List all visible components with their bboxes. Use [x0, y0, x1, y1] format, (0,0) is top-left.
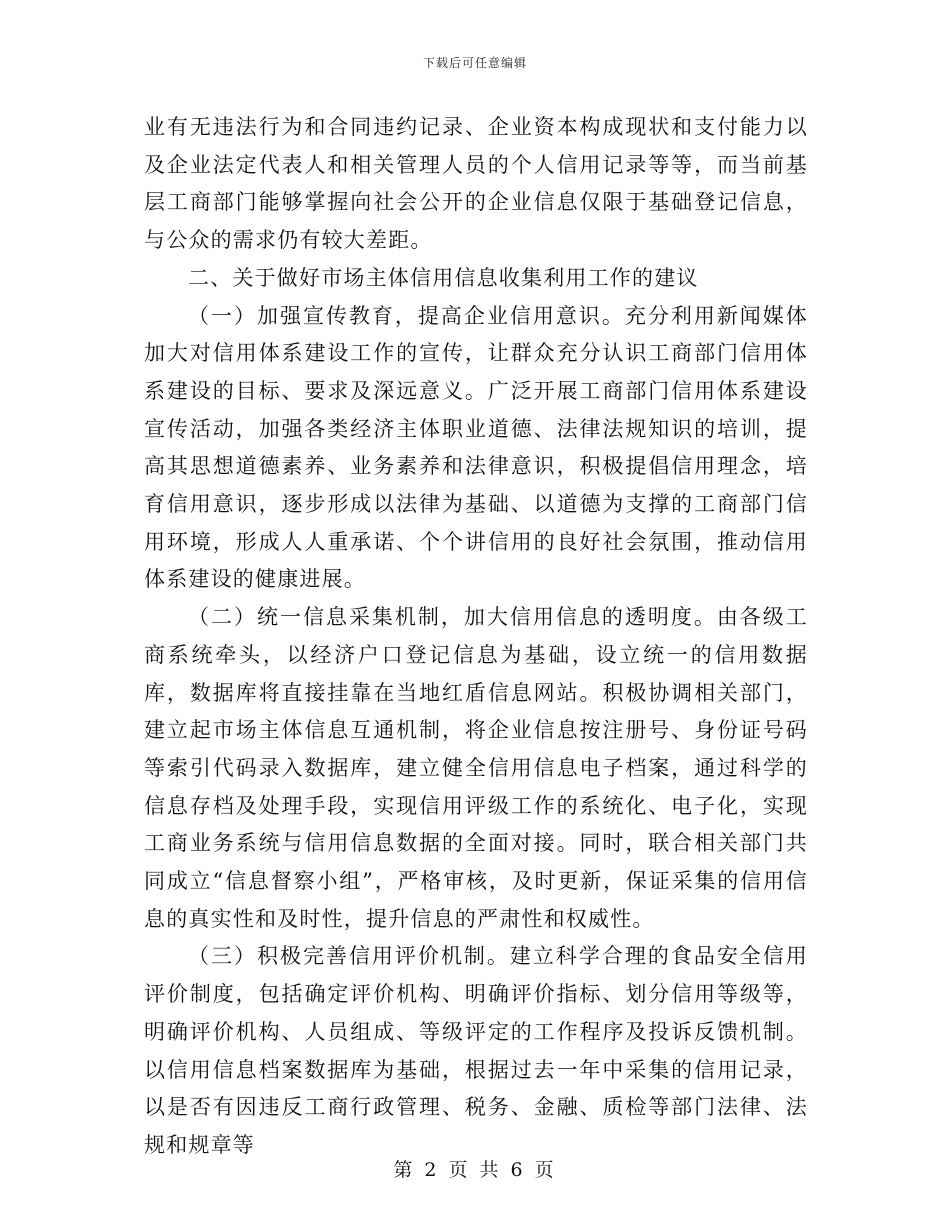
- section-heading: 二、关于做好市场主体信用信息收集利用工作的建议: [188, 265, 699, 290]
- paragraph-collection-mechanism: （二）统一信息采集机制，加大信用信息的透明度。由各级工商系统牵头，以经济户口登记信息为基础，设立统一的信用数据库，数据库将直接挂靠在当地红盾信息网站。积极协调相关部门，建立起市场主体信息互通机制，将企业信息按注册号、身份证号码等索引代码录入数据库，建立健全信用信息电子档案，通过科学的信息存档及处理手段，实现信用评级工作的系统化、电子化，实现工商业务系统与信用信息数据的全面对接。同时，联合相关部门共同成立“信息督察小组”，严格审核，及时更新，保证采集的信用信息的真实性和及时性，提升信息的严肃性和权威性。: [144, 605, 808, 931]
- page-number: 第 2 页 共 6 页: [393, 1159, 557, 1181]
- document-body: [144, 109, 808, 1165]
- paragraph-publicity: （一）加强宣传教育，提高企业信用意识。充分利用新闻媒体加大对信用体系建设工作的宣传，让群众充分认识工商部门信用体系建设的目标、要求及深远意义。广泛开展工商部门信用体系建设宣传活动，加强各类经济主体职业道德、法律法规知识的培训，提高其思想道德素养、业务素养和法律意识，积极提倡信用理念，培育信用意识，逐步形成以法律为基础、以道德为支撑的工商部门信用环境，形成人人重承诺、个个讲信用的良好社会氛围，推动信用体系建设的健康进展。: [144, 303, 808, 592]
- paragraph-evaluation-mechanism: （三）积极完善信用评价机制。建立科学合理的食品安全信用评价制度，包括确定评价机构、明确评价指标、划分信用等级等，明确评价机构、人员组成、等级评定的工作程序及投诉反馈机制。以信用信息档案数据库为基础，根据过去一年中采集的信用记录，以是否有因违反工商行政管理、税务、金融、质检等部门法律、法规和规章等: [144, 944, 808, 1157]
- page-header: 下载后可任意编辑: [422, 56, 527, 70]
- paragraph-continuation: 业有无违法行为和合同违约记录、企业资本构成现状和支付能力以及企业法定代表人和相关管理人员的个人信用记录等等，而当前基层工商部门能够掌握向社会公开的企业信息仅限于基础登记信息，与公众的需求仍有较大差距。: [144, 115, 808, 253]
